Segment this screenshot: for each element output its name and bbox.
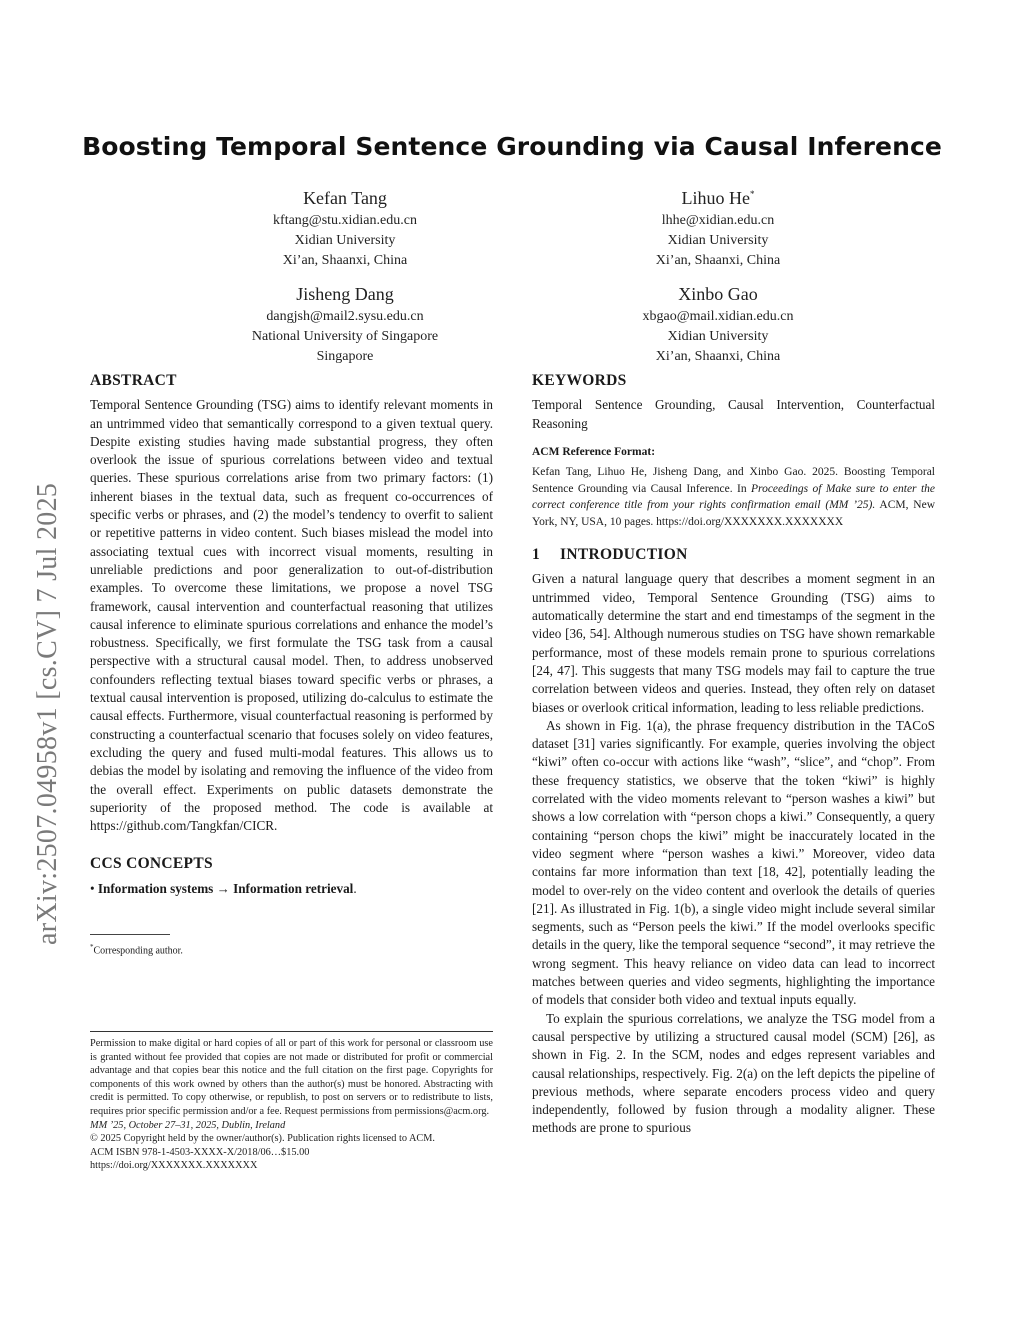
author-email[interactable]: dangjsh@mail2.sysu.edu.cn (266, 309, 424, 324)
arrow-icon: → (216, 880, 230, 896)
left-column (90, 372, 493, 957)
author-affiliation: National University of Singapore (251, 329, 439, 344)
footnote: *Corresponding author. (90, 943, 183, 957)
author-affiliation: Xidian University (667, 233, 769, 248)
author-location: Xi’an, Shaanxi, China (282, 253, 408, 268)
permission-text: Permission to make digital or hard copies of all or part of this work for personal or classroom use is granted without fee provided that copies are not made or distributed for profit or commercial advantage and that copies bear this notice and the full citation on the first page. Copyrights for components of this work owned by others than the author(s) must be honored. Abstracting with credit is permitted. To copy otherwise, or republish, to post on servers or to redistribute to lists, requires prior specific permission and/or a fee. Request permissions from permissions@acm.org. (90, 1038, 493, 1117)
author-name: Xinbo Gao (678, 284, 758, 304)
author-location: Xi’an, Shaanxi, China (655, 349, 781, 364)
ccs-heading: CCS CONCEPTS (90, 855, 213, 873)
author-block (553, 183, 883, 271)
author-email[interactable]: xbgao@mail.xidian.edu.cn (642, 309, 794, 324)
introduction-heading: 1 INTRODUCTION (532, 546, 688, 564)
author-location: Singapore (316, 349, 374, 364)
author-email[interactable]: kftang@stu.xidian.edu.cn (273, 213, 417, 228)
arxiv-identifier[interactable]: arXiv:2507.04958v1 [cs.CV] 7 Jul 2025 (32, 482, 63, 945)
author-block (180, 279, 510, 367)
acm-reference-heading: ACM Reference Format: (532, 445, 656, 458)
keywords-text: Temporal Sentence Grounding, Causal Intervention, Counterfactual Reasoning (532, 397, 935, 431)
isbn-line: ACM ISBN 978-1-4503-XXXX-X/2018/06…$15.00 (90, 1146, 310, 1158)
ccs-concept: • Information systems → Information retrieval. (90, 880, 357, 896)
right-column (532, 372, 935, 1138)
intro-paragraph: As shown in Fig. 1(a), the phrase frequency distribution in the TACoS dataset [31] varies significantly. For example, queries involving the object “kiwi” often co-occur with actions like “wash”, “slice”, and “chop”. From these frequency statistics, we observe that the token “kiwi” is highly correlated with the video moments relevant to “person washes a kiwi” but shows a low correlation with “person chops a kiwi.” Consequently, a query containing “person chops the kiwi” might be inaccurately located in the video segment where “person washes a kiwi.” Moreover, video data contains far more information than text [18, 42], potentially leading the model to over-rely on the video content and overlook the details of queries [21]. As illustrated in Fig. 1(b), a single video might include several similar segments, such as “Person peels the kiwi.” If the model overlooks specific details in the query, like the temporal sequence “second”, it may retrieve the wrong segment. This heavy reliance on video data can lead to incorrect matches between queries and video segments, highlighting the importance of models that consider both video and textual inputs equally. (532, 717, 935, 1008)
author-affiliation: Xidian University (294, 233, 396, 248)
venue-line: MM ’25, October 27–31, 2025, Dublin, Ireland (90, 1119, 286, 1131)
author-affiliation: Xidian University (667, 329, 769, 344)
intro-paragraph: To explain the spurious correlations, we analyze the TSG model from a causal perspective by utilizing a structured causal model (SCM) [26], as shown in Fig. 2. In the SCM, nodes and edges represent variables and causal relationships, respectively. Fig. 2(a) on the left depicts the pipeline of previous methods, where separate encoders process video and query independently, followed by fusion through a modality aligner. These methods are prone to spurious (532, 1010, 935, 1136)
author-name: Kefan Tang (303, 188, 387, 208)
author-location: Xi’an, Shaanxi, China (655, 253, 781, 268)
footnote-rule (90, 934, 170, 935)
abstract-text: Temporal Sentence Grounding (TSG) aims to identify relevant moments in an untrimmed video that semantically correspond to a given textual query. Despite existing studies having made substantial progress, they often overlook the issue of spurious correlations between video and textual queries. These spurious correlations arise from two primary factors: (1) inherent biases in the textual data, such as frequent co-occurrences of specific verbs or phrases, and (2) the model’s tendency to overfit to salient or repetitive patterns in video content. Such biases mislead the model into associating textual cues with incorrect visual moments, resulting in unreliable predictions and poor generalization to out-of-distribution examples. To overcome these limitations, we propose a novel TSG framework, causal intervention and counterfactual reasoning that utilizes causal inference to eliminate spurious correlations and enhance the model’s robustness. Specifically, we first formulate the TSG task from a causal perspective with a structural causal model. Then, to address unobserved confounders reflecting textual biases toward specific verbs or phrases, a textual causal intervention is proposed, utilizing do-calculus to estimate the causal effects. Furthermore, visual counterfactual reasoning is performed by constructing a counterfactual scenario that focuses solely on video features, excluding the query and fused multi-modal features. This allows us to debias the model by isolating and removing the influence of the video from the overall effect. Experiments on public datasets demonstrate the superiority of the proposed method. The code is available at https://github.com/Tangkfan/CICR. (90, 397, 493, 834)
keywords-heading: KEYWORDS (532, 372, 627, 389)
doi-link[interactable]: https://doi.org/XXXXXXX.XXXXXXX (90, 1160, 258, 1172)
acm-reference-text: Kefan Tang, Lihuo He, Jisheng Dang, and Xinbo Gao. 2025. Boosting Temporal Sentence Grounding via Causal Inference. In Proceedings of Make sure to enter the correct conference title from your rights confirmation email (MM ’25). ACM, New York, NY, USA, 10 pages. https://doi.org/XXXXXXX.XXXXXXX (532, 466, 936, 528)
corresponding-author-mark: * (749, 189, 755, 199)
author-email[interactable]: lhhe@xidian.edu.cn (661, 213, 775, 228)
copyright-line: © 2025 Copyright held by the owner/author(s). Publication rights licensed to ACM. (90, 1133, 436, 1145)
author-block (553, 279, 883, 367)
permission-notice (90, 1031, 493, 1173)
paper-title: Boosting Temporal Sentence Grounding via Causal Inference (82, 132, 942, 161)
author-block (180, 183, 510, 271)
author-name: Lihuo He* (681, 188, 755, 208)
abstract-heading: ABSTRACT (90, 372, 177, 389)
author-name: Jisheng Dang (296, 284, 394, 304)
intro-paragraph: Given a natural language query that describes a moment segment in an untrimmed video, Temporal Sentence Grounding (TSG) aims to automatically determine the start and end timestamps of the segment in the video [36, 54]. Although numerous studies on TSG have shown remarkable performance, most of these models remain prone to spurious correlations [24, 47]. This suggests that many TSG models may fail to capture the true correlation between videos and queries. Instead, they often rely on dataset biases or overlook critical information, leading to less reliable predictions. (532, 571, 935, 715)
